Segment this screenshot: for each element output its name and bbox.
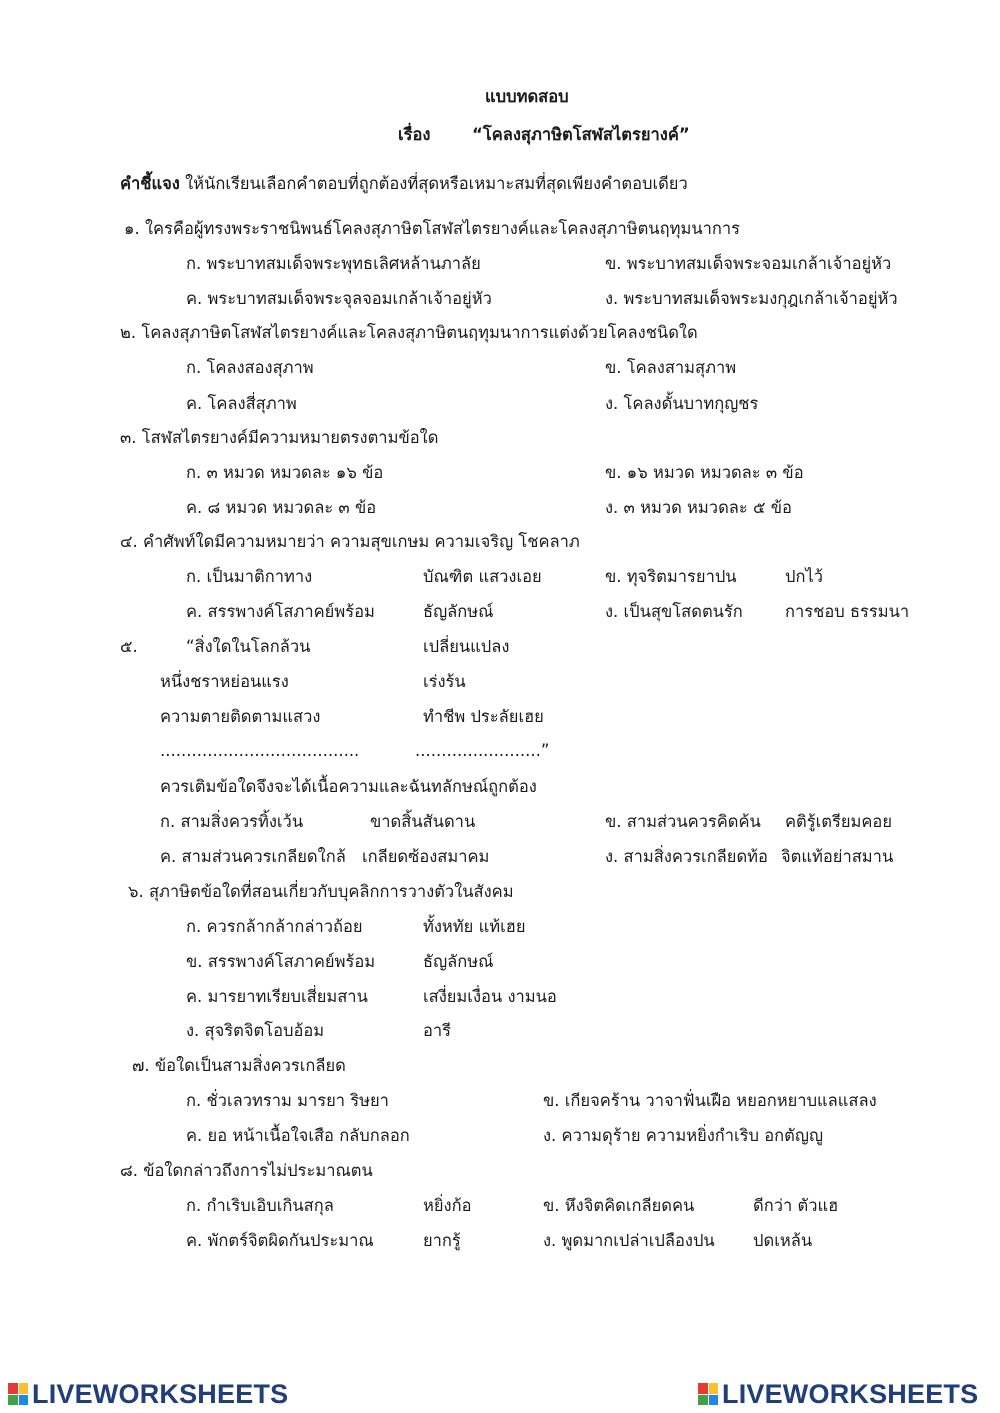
- footer-brand-right: LIVEWORKSHEETS: [722, 1378, 979, 1409]
- q6-choice-b[interactable]: ข. สรรพางค์โสภาคย์พร้อม: [186, 952, 376, 971]
- q4-choice-c-second[interactable]: ธัญลักษณ์: [423, 602, 494, 621]
- q8-choice-d-second[interactable]: ปดเหล้น: [753, 1231, 813, 1250]
- question-5-number: ๕.: [120, 637, 138, 656]
- q6-choice-a[interactable]: ก. ควรกล้ากล้ากล่าวถ้อย: [186, 917, 363, 936]
- question-1: ๑. ใครคือผู้ทรงพระราชนิพนธ์โคลงสุภาษิตโสฬสไตรยางค์และโคลงสุภาษิตนฤทุมนาการ: [124, 219, 740, 238]
- q7-choice-a[interactable]: ก. ชั่วเลวทราม มารยา ริษยา: [186, 1091, 389, 1110]
- footer-logo-left: [8, 1380, 288, 1408]
- page-title: แบบทดสอบ: [485, 87, 569, 106]
- liveworksheets-logo-icon: [698, 1383, 718, 1405]
- q4-choice-a[interactable]: ก. เป็นมาติกาทาง: [186, 567, 313, 586]
- q5-choice-d[interactable]: ง. สามสิ่งควรเกลียดท้อ: [605, 847, 768, 866]
- q3-choice-c[interactable]: ค. ๘ หมวด หมวดละ ๓ ข้อ: [186, 498, 377, 517]
- q1-choice-a[interactable]: ก. พระบาทสมเด็จพระพุทธเลิศหล้านภาลัย: [186, 254, 481, 273]
- subject-title: “โคลงสุภาษิตโสฬสไตรยางค์”: [472, 125, 690, 144]
- q7-choice-d[interactable]: ง. ความดุร้าย ความหยิ่งกำเริบ อกตัญญู: [543, 1126, 824, 1145]
- q5-poem-line-3-second: ทำชีพ ประลัยเฮย: [423, 707, 544, 726]
- q6-choice-d-second[interactable]: อารี: [423, 1021, 452, 1040]
- q4-choice-a-second[interactable]: บัณฑิต แสวงเอย: [423, 567, 542, 586]
- q1-choice-d[interactable]: ง. พระบาทสมเด็จพระมงกุฎเกล้าเจ้าอยู่หัว: [605, 289, 898, 308]
- q5-choice-a-second[interactable]: ขาดสิ้นสันดาน: [370, 812, 476, 831]
- q3-choice-b[interactable]: ข. ๑๖ หมวด หมวดละ ๓ ข้อ: [605, 463, 804, 482]
- question-6: ๖. สุภาษิตข้อใดที่สอนเกี่ยวกับบุคลิกการวางตัวในสังคม: [128, 882, 514, 901]
- q5-poem-line-2: หนึ่งชราหย่อนแรง: [160, 672, 289, 691]
- q4-choice-b-second[interactable]: ปกไว้: [785, 567, 824, 586]
- footer-logo-right: [698, 1380, 978, 1408]
- q2-choice-b[interactable]: ข. โคลงสามสุภาพ: [605, 358, 737, 377]
- q4-choice-c[interactable]: ค. สรรพางค์โสภาคย์พร้อม: [186, 602, 375, 621]
- instructions-text: ให้นักเรียนเลือกคำตอบที่ถูกต้องที่สุดหรือเหมาะสมที่สุดเพียงคำตอบเดียว: [185, 174, 688, 193]
- question-2: ๒. โคลงสุภาษิตโสฬสไตรยางค์และโคลงสุภาษิตนฤทุมนาการแต่งด้วยโคลงชนิดใด: [120, 323, 698, 342]
- question-5: ควรเติมข้อใดจึงจะได้เนื้อความและฉันทลักษณ์ถูกต้อง: [160, 777, 537, 796]
- q8-choice-a-second[interactable]: หยิ่งก้อ: [423, 1196, 472, 1215]
- q8-choice-a[interactable]: ก. กำเริบเอิบเกินสกุล: [186, 1196, 334, 1215]
- q5-choice-b[interactable]: ข. สามส่วนควรคิดค้น: [605, 812, 761, 831]
- q5-choice-d-second[interactable]: จิตแท้อย่าสมาน: [781, 847, 894, 866]
- q2-choice-c[interactable]: ค. โคลงสี่สุภาพ: [186, 394, 297, 413]
- question-4: ๔. คำศัพท์ใดมีความหมายว่า ความสุขเกษม ความเจริญ โชคลาภ: [120, 532, 580, 551]
- q8-choice-c[interactable]: ค. พักตร์จิตผิดกันประมาณ: [186, 1231, 374, 1250]
- q5-poem-line-1-second: เปลี่ยนแปลง: [423, 637, 510, 656]
- q2-choice-d[interactable]: ง. โคลงดั้นบาทกุญชร: [605, 394, 759, 413]
- q6-choice-d[interactable]: ง. สุจริตจิตโอบอ้อม: [186, 1021, 325, 1040]
- question-7: ๗. ข้อใดเป็นสามสิ่งควรเกลียด: [132, 1056, 346, 1075]
- q5-choice-b-second[interactable]: คติรู้เตรียมคอย: [785, 812, 892, 831]
- q5-poem-line-1: “สิ่งใดในโลกล้วน: [186, 637, 311, 656]
- q4-choice-b[interactable]: ข. ทุจริตมารยาปน: [605, 567, 737, 586]
- q8-choice-d[interactable]: ง. พูดมากเปล่าเปลืองปน: [543, 1231, 715, 1250]
- liveworksheets-logo-icon: [8, 1383, 28, 1405]
- q4-choice-d-second[interactable]: การชอบ ธรรมนา: [785, 602, 910, 621]
- question-3: ๓. โสฬสไตรยางค์มีความหมายตรงตามข้อใด: [120, 428, 439, 447]
- q5-choice-a[interactable]: ก. สามสิ่งควรทิ้งเว้น: [160, 812, 304, 831]
- q5-poem-line-2-second: เร่งร้น: [423, 672, 466, 691]
- footer-brand-left: LIVEWORKSHEETS: [32, 1378, 289, 1409]
- q5-poem-blank-1: ......................................: [160, 741, 360, 760]
- q7-choice-b[interactable]: ข. เกียจคร้าน วาจาฟั่นเฝือ หยอกหยาบแลแสลง: [543, 1091, 877, 1110]
- q5-choice-c[interactable]: ค. สามส่วนควรเกลียดใกล้: [160, 847, 346, 866]
- q5-choice-c-second[interactable]: เกลียดซ้องสมาคม: [362, 847, 490, 866]
- q6-choice-c[interactable]: ค. มารยาทเรียบเสี่ยมสาน: [186, 987, 368, 1006]
- q8-choice-b-second[interactable]: ดีกว่า ตัวแฮ: [753, 1196, 839, 1215]
- q6-choice-c-second[interactable]: เสงี่ยมเงื่อน งามนอ: [423, 987, 557, 1006]
- q3-choice-a[interactable]: ก. ๓ หมวด หมวดละ ๑๖ ข้อ: [186, 463, 384, 482]
- question-8: ๘. ข้อใดกล่าวถึงการไม่ประมาณตน: [120, 1161, 373, 1180]
- q1-choice-c[interactable]: ค. พระบาทสมเด็จพระจุลจอมเกล้าเจ้าอยู่หัว: [186, 289, 492, 308]
- instructions-label: คำชี้แจง: [120, 174, 180, 193]
- q1-choice-b[interactable]: ข. พระบาทสมเด็จพระจอมเกล้าเจ้าอยู่หัว: [605, 254, 892, 273]
- q7-choice-c[interactable]: ค. ยอ หน้าเนื้อใจเสือ กลับกลอก: [186, 1126, 410, 1145]
- subject-prefix: เรื่อง: [398, 125, 431, 144]
- q8-choice-c-second[interactable]: ยากรู้: [423, 1231, 461, 1250]
- q6-choice-b-second[interactable]: ธัญลักษณ์: [423, 952, 494, 971]
- q6-choice-a-second[interactable]: ทั้งหทัย แท้เฮย: [423, 917, 526, 936]
- q5-poem-blank-2: ........................”: [415, 741, 550, 760]
- q5-poem-line-3: ความตายติดตามแสวง: [160, 707, 321, 726]
- q8-choice-b[interactable]: ข. หึงจิตคิดเกลียดคน: [543, 1196, 695, 1215]
- instructions: [120, 173, 688, 195]
- q2-choice-a[interactable]: ก. โคลงสองสุภาพ: [186, 358, 314, 377]
- q3-choice-d[interactable]: ง. ๓ หมวด หมวดละ ๕ ข้อ: [605, 498, 792, 517]
- q4-choice-d[interactable]: ง. เป็นสุขโสดตนรัก: [605, 602, 743, 621]
